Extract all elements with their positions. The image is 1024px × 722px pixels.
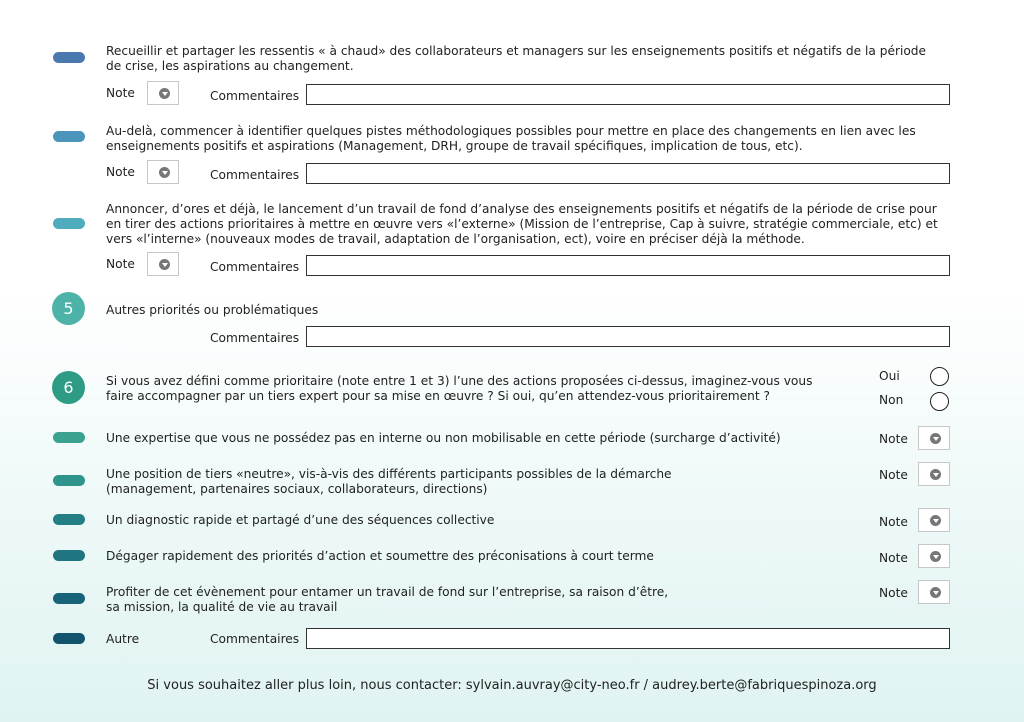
bullet-pill (53, 514, 85, 525)
chevron-down-icon (159, 167, 170, 178)
bullet-pill (53, 593, 85, 604)
item-3-line-3: vers «l’interne» (nouveaux modes de travail, adaptation de l’organisation, ect), voire en préciser déjà la méthode. (106, 232, 805, 246)
chevron-down-icon (159, 88, 170, 99)
option-5-line-1: Profiter de cet évènement pour entamer un travail de fond sur l’entreprise, sa raison d’être, (106, 585, 669, 599)
question-line-1: Si vous avez défini comme prioritaire (note entre 1 et 3) l’une des actions proposées ci-dessus, imaginez-vous vous (106, 374, 813, 388)
bullet-pill (53, 432, 85, 443)
question-line-2: faire accompagner par un tiers expert pour sa mise en œuvre ? Si oui, qu’en attendez-vous prioritairement ? (106, 389, 771, 403)
option-2-line-2: (management, partenaires sociaux, collaborateurs, directions) (106, 482, 488, 496)
note-label: Note (106, 165, 135, 179)
option-4-text (106, 549, 654, 564)
comments-input[interactable] (306, 326, 950, 347)
note-select[interactable] (147, 252, 179, 276)
item-3-text (106, 202, 938, 247)
section-number-6: 6 (52, 371, 85, 404)
item-1-line-1: Recueillir et partager les ressentis « à chaud» des collaborateurs et managers sur les enseignements positifs et négatifs de la période (106, 44, 927, 58)
oui-radio[interactable] (930, 367, 949, 386)
option-4-line-1: Dégager rapidement des priorités d’action et soumettre des préconisations à court terme (106, 549, 654, 563)
note-label: Note (879, 432, 908, 446)
chevron-down-icon (930, 515, 941, 526)
chevron-down-icon (930, 433, 941, 444)
section-number-5: 5 (52, 292, 85, 325)
item-3-line-2: en tirer des actions prioritaires à mettre en œuvre vers «l’externe» (Mission de l’entreprise, Cap à suivre, stratégie commerciale, etc) et (106, 217, 938, 231)
other-label: Autre (106, 632, 140, 646)
non-label: Non (879, 393, 904, 407)
oui-label: Oui (879, 369, 900, 383)
note-label: Note (106, 257, 135, 271)
comments-label: Commentaires (210, 331, 300, 345)
option-5-text (106, 585, 668, 615)
item-2-text (106, 124, 916, 154)
item-2-line-2: enseignements positifs et aspirations (Management, DRH, groupe de travail spécifiques, implication de tous, etc). (106, 139, 803, 153)
note-select[interactable] (918, 580, 950, 604)
comments-input[interactable] (306, 84, 950, 105)
comments-label: Commentaires (210, 632, 300, 646)
comments-label: Commentaires (210, 168, 300, 182)
note-select[interactable] (147, 81, 179, 105)
chevron-down-icon (930, 469, 941, 480)
item-2-line-1: Au-delà, commencer à identifier quelques pistes méthodologiques possibles pour mettre en place des changements en lien avec les (106, 124, 916, 138)
bullet-pill (53, 550, 85, 561)
comments-label: Commentaires (210, 89, 300, 103)
chevron-down-icon (930, 587, 941, 598)
item-1-line-2: de crise, les aspirations au changement. (106, 59, 354, 73)
chevron-down-icon (930, 551, 941, 562)
section-5-title: Autres priorités ou problématiques (106, 303, 319, 317)
bullet-pill (53, 633, 85, 644)
comments-label: Commentaires (210, 260, 300, 274)
option-5-line-2: sa mission, la qualité de vie au travail (106, 600, 338, 614)
note-label: Note (879, 515, 908, 529)
bullet-pill (53, 52, 85, 63)
option-3-text (106, 513, 494, 528)
item-3-line-1: Annoncer, d’ores et déjà, le lancement d’un travail de fond d’analyse des enseignements positifs et négatifs de la période de crise pour (106, 202, 937, 216)
note-select[interactable] (918, 462, 950, 486)
note-label: Note (106, 86, 135, 100)
option-1-line-1: Une expertise que vous ne possédez pas en interne ou non mobilisable en cette période (surcharge d’activité) (106, 431, 781, 445)
note-select[interactable] (918, 426, 950, 450)
note-label: Note (879, 468, 908, 482)
option-3-line-1: Un diagnostic rapide et partagé d’une des séquences collective (106, 513, 495, 527)
footer-contact: Si vous souhaitez aller plus loin, nous contacter: sylvain.auvray@city-neo.fr / audrey.berte@fabriquespinoza.org (147, 678, 877, 693)
note-select[interactable] (918, 544, 950, 568)
note-label: Note (879, 551, 908, 565)
comments-input[interactable] (306, 163, 950, 184)
bullet-pill (53, 475, 85, 486)
comments-input[interactable] (306, 628, 950, 649)
chevron-down-icon (159, 259, 170, 270)
note-select[interactable] (918, 508, 950, 532)
bullet-pill (53, 218, 85, 229)
option-1-text (106, 431, 781, 446)
comments-input[interactable] (306, 255, 950, 276)
item-1-text (106, 44, 926, 74)
non-radio[interactable] (930, 392, 949, 411)
note-select[interactable] (147, 160, 179, 184)
bullet-pill (53, 131, 85, 142)
note-label: Note (879, 586, 908, 600)
option-2-line-1: Une position de tiers «neutre», vis-à-vis des différents participants possibles de la démarche (106, 467, 672, 481)
section-6-question (106, 374, 812, 404)
option-2-text (106, 467, 672, 497)
